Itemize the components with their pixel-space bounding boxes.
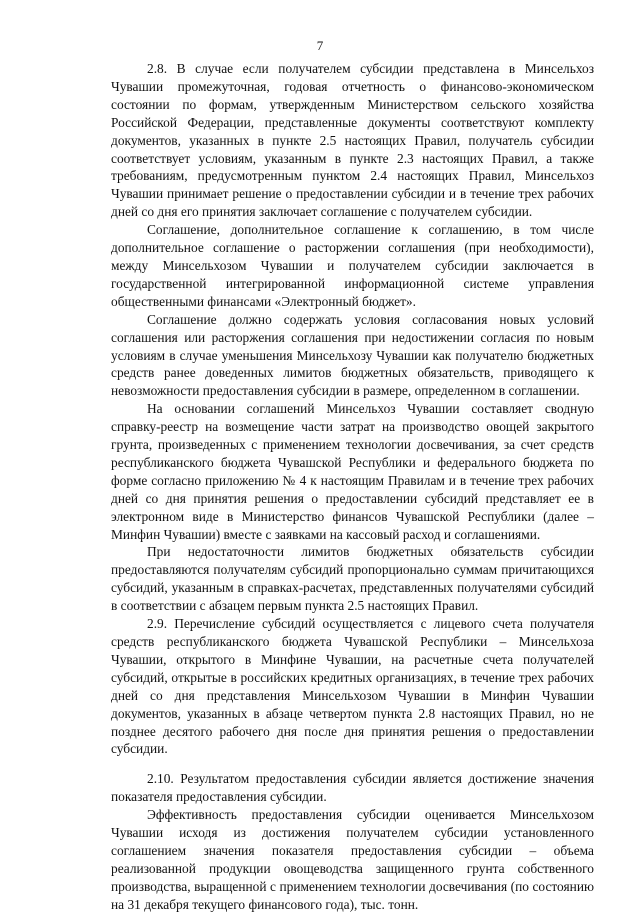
- document-body: [111, 60, 594, 914]
- paragraph-agreement: Соглашение, дополнительное соглашение к соглашению, в том числе дополнительное соглашение о расторжении соглашения (при необходимости), между Минсельхозом Чувашии и получателем субсидии заключается в государственной интегрированной информационной системе управления общественными финансами «Электронный бюджет».: [111, 222, 594, 309]
- paragraph-2-10: 2.10. Результатом предоставления субсидии является достижение значения показателя предоставления субсидии.: [111, 771, 594, 805]
- paragraph-2-9: 2.9. Перечисление субсидий осуществляется с лицевого счета получателя средств республиканского бюджета Чувашской Республики – Минсельхоза Чувашии, открытого в Минфине Чувашии, на расчетные счета получателей субсидий, открытые в российских кредитных организациях, в течение трех рабочих дней со дня представления Минсельхозом Чувашии в Минфин Чувашии документов, указанных в абзаце четвертом пункта 2.8 настоящих Правил, но не позднее десятого рабочего дня после дня принятия решения о предоставлении субсидии.: [111, 616, 594, 757]
- paragraph-2-8: 2.8. В случае если получателем субсидии представлена в Минсельхоз Чувашии промежуточная, годовая отчетность о финансово-экономическом состоянии по формам, утвержденным Министерством сельского хозяйства Российской Федерации, представленные документы соответствуют комплекту документов, указанных в пункте 2.5 настоящих Правил, получатель субсидии соответствует условиям, указанным в пункте 2.3 настоящих Правил, а также требованиям, предусмотренным пунктом 2.4 настоящих Правил, Минсельхоз Чувашии принимает решение о предоставлении субсидии и в течение трех рабочих дней со дня его принятия заключает соглашение с получателем субсидии.: [111, 61, 594, 220]
- paragraph-agreement-conditions: Соглашение должно содержать условия согласования новых условий соглашения или расторжения соглашения при недостижении согласия по новым условиям в случае уменьшения Минсельхозу Чувашии как получателю бюджетных средств ранее доведенных лимитов бюджетных обязательств, приводящего к невозможности предоставления субсидии в размере, определенном в соглашении.: [111, 311, 594, 399]
- paragraph-efficiency: Эффективность предоставления субсидии оценивается Минсельхозом Чувашии исходя из достижения получателем субсидии установленного соглашением значения показателя предоставления субсидии – объема реализованной продукции овощеводства защищенного грунта собственного производства, выращенной с применением технологии досвечивания (по состоянию на 31 декабря текущего финансового года), тыс. тонн.: [111, 807, 594, 912]
- paragraph-insufficient-limits: При недостаточности лимитов бюджетных обязательств субсидии предоставляются получателям субсидий пропорционально суммам причитающихся субсидий, указанным в справках-расчетах, представленных получателями субсидий в соответствии с абзацем первым пункта 2.5 настоящих Правил.: [111, 544, 594, 614]
- paragraph-registry: На основании соглашений Минсельхоз Чувашии составляет сводную справку-реестр на возмещение части затрат на производство овощей закрытого грунта, произведенных с применением технологии досвечивания, за счет средств республиканского бюджета Чувашской Республики и федерального бюджета по форме согласно приложению № 4 к настоящим Правилам и в течение трех рабочих дней со дня принятия решения о предоставлении субсидий представляет ее в электронном виде в Министерство финансов Чувашской Республики (далее – Минфин Чувашии) вместе с заявками на кассовый расход и соглашениями.: [111, 401, 594, 542]
- page-number: 7: [316, 38, 324, 53]
